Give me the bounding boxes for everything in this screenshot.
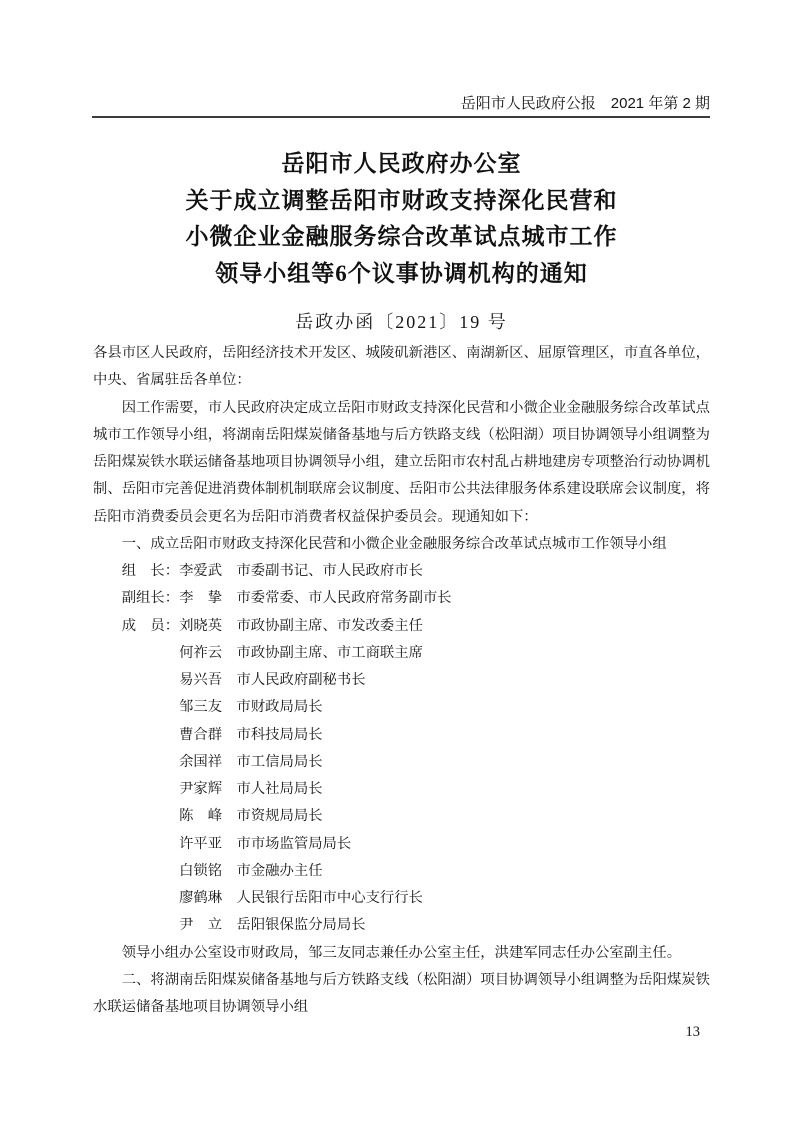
person-title: 市金融办主任 — [236, 862, 323, 879]
member-row — [93, 667, 710, 694]
person-name: 刘晓英 — [179, 617, 223, 634]
intro-paragraph: 因工作需要，市人民政府决定成立岳阳市财政支持深化民营和小微企业金融服务综合改革试点城市工作领导小组，将湖南岳阳煤炭储备基地与后方铁路支线（松阳湖）项目协调领导小组调整为岳阳煤炭铁水联运储备基地项目协调领导小组，建立岳阳市农村乱占耕地建房专项整治行动协调机制、岳阳市完善促进消费体制机制联席会议制度、岳阳市公共法律服务体系建设联席会议制度，将岳阳市消费委员会更名为岳阳市消费者权益保护委员会。现通知如下： — [93, 399, 710, 525]
header-rule — [92, 116, 710, 118]
person-name: 李 挚 — [179, 590, 223, 607]
member-row — [93, 858, 710, 885]
person-name: 许平亚 — [179, 835, 223, 852]
member-row — [93, 776, 710, 803]
member-row — [93, 803, 710, 830]
document-title-line-3: 小微企业金融服务综合改革试点城市工作 — [185, 224, 618, 249]
person-name: 曹合群 — [179, 726, 223, 743]
member-row — [93, 912, 710, 939]
person-title: 市财政局局长 — [236, 699, 323, 716]
person-title: 市科技局局长 — [236, 726, 323, 743]
person-title: 市工信局局长 — [236, 753, 323, 770]
person-title: 市市场监管局局长 — [236, 835, 352, 852]
document-body — [93, 340, 710, 1021]
document-title-line-2: 关于成立调整岳阳市财政支持深化民营和 — [185, 187, 618, 213]
person-name: 尹家辉 — [179, 781, 223, 797]
person-title: 市政协副主席、市工商联主席 — [236, 644, 423, 661]
member-row — [93, 831, 710, 858]
salutation-paragraph: 各县市区人民政府，岳阳经济技术开发区、城陵矶新港区、南湖新区、屈原管理区，市直各单位，中央、省属驻岳各单位： — [93, 345, 710, 389]
person-name: 邹三友 — [179, 699, 223, 716]
person-name: 何祚云 — [179, 644, 223, 661]
role-row-member-first — [93, 613, 710, 640]
person-name: 陈 峰 — [179, 808, 223, 825]
person-title: 市政协副主席、市发改委主任 — [236, 617, 423, 634]
document-title-line-4: 领导小组等6个议事协调机构的通知 — [215, 260, 588, 286]
person-title: 市资规局局长 — [236, 808, 323, 825]
member-row — [93, 694, 710, 721]
member-row — [93, 722, 710, 749]
section-1-heading: 一、成立岳阳市财政支持深化民营和小微企业金融服务综合改革试点城市工作领导小组 — [121, 535, 667, 552]
member-row — [93, 640, 710, 667]
person-title: 市人社局局长 — [236, 781, 323, 797]
document-title-line-1: 岳阳市人民政府办公室 — [281, 151, 522, 176]
person-name: 尹 立 — [179, 917, 223, 934]
role-label: 成 员： — [121, 617, 180, 634]
person-title: 市人民政府副秘书长 — [236, 672, 366, 688]
member-row — [93, 749, 710, 776]
person-title: 市委常委、市人民政府常务副市长 — [236, 590, 452, 607]
role-row-leader — [93, 558, 710, 585]
gazette-header-text: 岳阳市人民政府公报 2021 年第 2 期 — [460, 95, 710, 112]
role-row-deputy-leader — [93, 585, 710, 612]
member-row — [93, 885, 710, 912]
document-title — [93, 146, 710, 292]
person-name: 廖鹤琳 — [179, 890, 223, 906]
person-name: 李爱武 — [179, 563, 223, 579]
person-name: 白锁铭 — [179, 862, 223, 879]
page-number: 13 — [685, 1024, 700, 1040]
person-name: 易兴吾 — [179, 672, 223, 688]
document-number: 岳政办函〔2021〕19 号 — [295, 312, 508, 332]
role-label: 组 长： — [121, 563, 180, 579]
office-note-paragraph: 领导小组办公室设市财政局，邹三友同志兼任办公室主任，洪建军同志任办公室副主任。 — [121, 944, 682, 961]
person-title: 人民银行岳阳市中心支行行长 — [236, 890, 423, 906]
role-label: 副组长： — [121, 590, 180, 607]
person-title: 岳阳银保监分局局长 — [236, 917, 366, 934]
person-title: 市委副书记、市人民政府市长 — [236, 563, 423, 579]
section-2-heading: 二、将湖南岳阳煤炭储备基地与后方铁路支线（松阳湖）项目协调领导小组调整为岳阳煤炭铁水联运储备基地项目协调领导小组 — [93, 971, 710, 1015]
person-name: 余国祥 — [179, 753, 223, 770]
